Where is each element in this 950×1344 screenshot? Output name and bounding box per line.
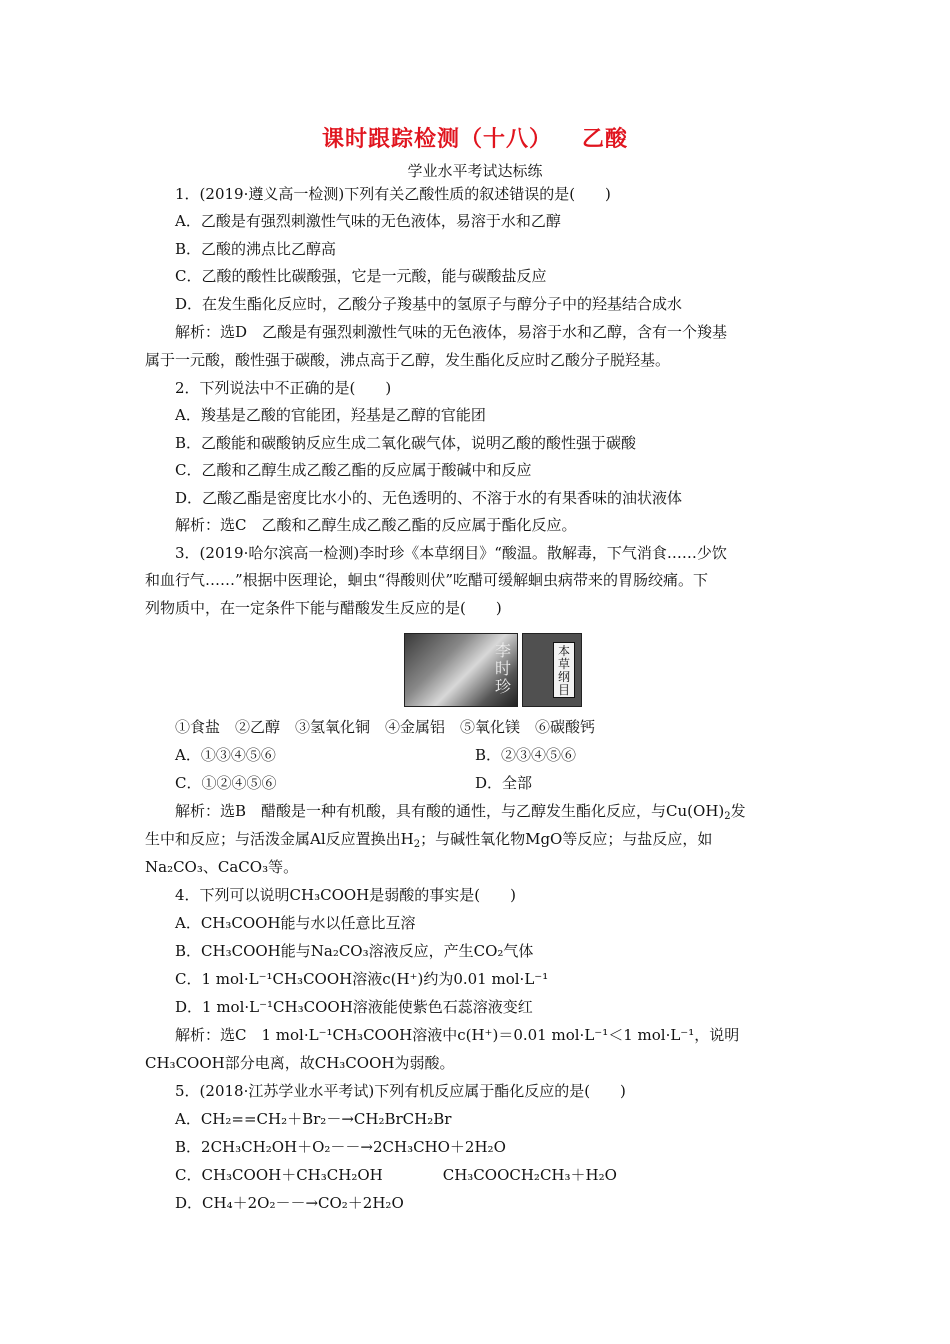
book-cover-title: 本草纲目 bbox=[553, 642, 575, 698]
q2-stem: 2．下列说法中不正确的是( ) bbox=[175, 379, 392, 397]
q1-answer-line1: 解析：选D 乙酸是有强烈刺激性气味的无色液体，易溶于水和乙醇，含有一个羧基 bbox=[175, 323, 728, 341]
li-shizhen-portrait-image bbox=[404, 633, 518, 707]
q4-stem: 4．下列可以说明CH₃COOH是弱酸的事实是( ) bbox=[175, 886, 516, 904]
q5-option-c-reactants: C．CH₃COOH＋CH₃CH₂OH bbox=[175, 1166, 383, 1184]
bencao-gangmu-book-image bbox=[522, 633, 582, 707]
q3-answer-text-1: 解析：选B 醋酸是一种有机酸，具有酸的通性，与乙醇发生酯化反应，与Cu(OH) bbox=[175, 802, 725, 820]
q3-answer-line3: Na₂CO₃、CaCO₃等。 bbox=[145, 858, 299, 876]
q4-option-b: B．CH₃COOH能与Na₂CO₃溶液反应，产生CO₂气体 bbox=[175, 942, 534, 960]
q3-answer-line1 bbox=[175, 801, 840, 821]
q2-option-d: D．乙酸乙酯是密度比水小的、无色透明的、不溶于水的有果香味的油状液体 bbox=[175, 489, 683, 507]
q4-answer-line1: 解析：选C 1 mol·L⁻¹CH₃COOH溶液中c(H⁺)＝0.01 mol·L⁻¹＜1 mol·L⁻¹，说明 bbox=[175, 1026, 740, 1044]
q1-stem: 1．(2019·遵义高一检测)下列有关乙酸性质的叙述错误的是( ) bbox=[175, 185, 611, 203]
section-subtitle: 学业水平考试达标练 bbox=[407, 162, 543, 180]
q5-stem: 5．(2018·江苏学业水平考试)下列有机反应属于酯化反应的是( ) bbox=[175, 1082, 626, 1100]
q3-stem-line3: 列物质中，在一定条件下能与醋酸发生反应的是( ) bbox=[145, 599, 502, 617]
q4-option-d: D．1 mol·L⁻¹CH₃COOH溶液能使紫色石蕊溶液变红 bbox=[175, 998, 533, 1016]
q3-stem-line2: 和血行气……”根据中医理论，蛔虫“得酸则伏”吃醋可缓解蛔虫病带来的胃肠绞痛。下 bbox=[145, 571, 709, 589]
q3-option-b: B．②③④⑤⑥ bbox=[475, 746, 577, 764]
q3-answer-line2 bbox=[145, 829, 810, 849]
subscript: 2 bbox=[724, 811, 731, 822]
q5-option-d: D．CH₄＋2O₂－－→CO₂＋2H₂O bbox=[175, 1194, 404, 1212]
q2-option-b: B．乙酸能和碳酸钠反应生成二氧化碳气体，说明乙酸的酸性强于碳酸 bbox=[175, 434, 637, 452]
q2-option-a: A．羧基是乙酸的官能团，羟基是乙醇的官能团 bbox=[175, 406, 486, 424]
q1-option-b: B．乙酸的沸点比乙醇高 bbox=[175, 240, 337, 258]
q3-options-ab bbox=[175, 745, 840, 765]
q4-option-a: A．CH₃COOH能与水以任意比互溶 bbox=[175, 914, 416, 932]
q1-option-c: C．乙酸的酸性比碳酸强，它是一元酸，能与碳酸盐反应 bbox=[175, 267, 547, 285]
q1-answer-line2: 属于一元酸，酸性强于碳酸，沸点高于乙醇，发生酯化反应时乙酸分子脱羟基。 bbox=[145, 351, 671, 369]
q3-option-d: D．全部 bbox=[475, 774, 533, 792]
subscript: 2 bbox=[413, 839, 421, 850]
q5-option-a: A．CH₂==CH₂＋Br₂－→CH₂BrCH₂Br bbox=[175, 1110, 452, 1128]
q5-option-c bbox=[175, 1165, 840, 1185]
q3-items: ①食盐 ②乙醇 ③氢氧化铜 ④金属铝 ⑤氧化镁 ⑥碳酸钙 bbox=[175, 718, 596, 736]
q1-option-d: D．在发生酯化反应时，乙酸分子羧基中的氢原子与醇分子中的羟基结合成水 bbox=[175, 295, 683, 313]
q3-answer-text-2: 生中和反应；与活泼金属Al反应置换出H bbox=[145, 830, 414, 848]
q3-answer-text-1b: 发 bbox=[730, 802, 746, 820]
q1-option-a: A．乙酸是有强烈刺激性气味的无色液体，易溶于水和乙醇 bbox=[175, 212, 561, 230]
title-main: 课时跟踪检测（十八） bbox=[321, 127, 552, 152]
q4-answer-line2: CH₃COOH部分电离，故CH₃COOH为弱酸。 bbox=[145, 1054, 455, 1072]
q3-answer-text-2b: ；与碱性氧化物MgO等反应；与盐反应，如 bbox=[420, 830, 713, 848]
q2-answer: 解析：选C 乙酸和乙醇生成乙酸乙酯的反应属于酯化反应。 bbox=[175, 516, 577, 534]
page-title bbox=[0, 122, 950, 153]
q3-option-c: C．①②④⑤⑥ bbox=[175, 774, 277, 792]
title-topic: 乙酸 bbox=[582, 127, 629, 152]
q4-option-c: C．1 mol·L⁻¹CH₃COOH溶液c(H⁺)约为0.01 mol·L⁻¹ bbox=[175, 970, 549, 988]
q3-option-a: A．①③④⑤⑥ bbox=[175, 746, 276, 764]
q2-option-c: C．乙酸和乙醇生成乙酸乙酯的反应属于酸碱中和反应 bbox=[175, 461, 532, 479]
q5-option-b: B．2CH₃CH₂OH＋O₂－－→2CH₃CHO＋2H₂O bbox=[175, 1138, 506, 1156]
portrait-caption: 李时珍 bbox=[495, 641, 512, 696]
q3-figure bbox=[404, 633, 580, 705]
q3-options-cd bbox=[175, 773, 840, 793]
q3-stem-line1: 3．(2019·哈尔滨高一检测)李时珍《本草纲目》“酸温。散解毒，下气消食……少饮 bbox=[175, 544, 727, 562]
q5-option-c-products: CH₃COOCH₂CH₃＋H₂O bbox=[442, 1166, 617, 1184]
